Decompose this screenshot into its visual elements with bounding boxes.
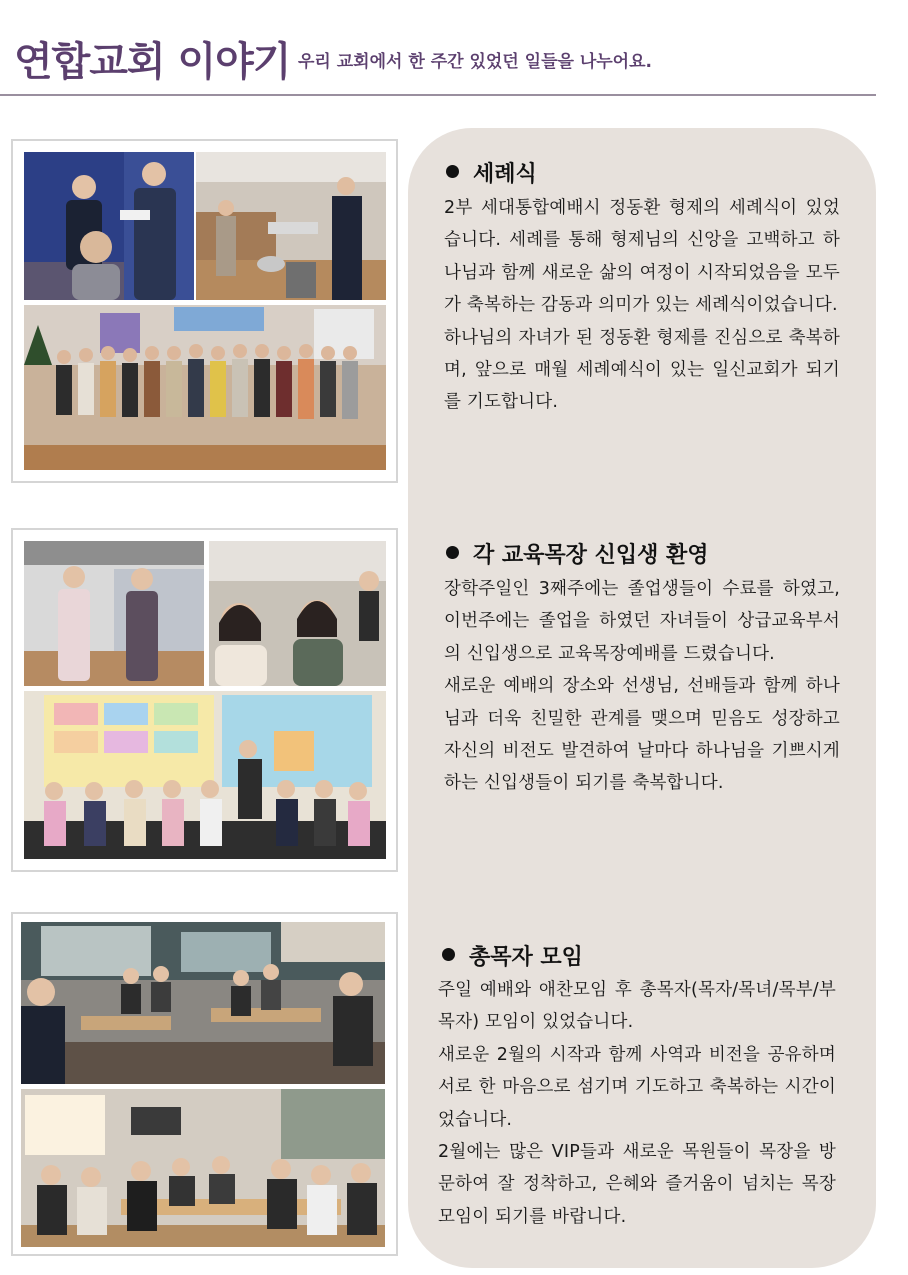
section-1-paragraph-2: 하나님의 자녀가 된 정동환 형제를 진심으로 축복하며, 앞으로 매월 세례예식이 있는 일신교회가 되기를 기도합니다.	[444, 327, 840, 413]
leaders-meeting-photo-1	[21, 922, 385, 1084]
baptism-photo-1	[24, 152, 194, 300]
header-divider	[0, 94, 876, 96]
baptism-photo-collage	[11, 139, 398, 483]
new-students-photo-3	[24, 691, 386, 859]
baptism-photo-2	[196, 152, 386, 300]
section-3-paragraph-1: 주일 예배와 애찬모임 후 총목자(목자/목녀/목부/부목자) 모임이 있었습니다.	[438, 980, 836, 1033]
section-3-title	[442, 940, 583, 971]
page-title: 연합교회 이야기	[14, 39, 291, 85]
bullet-dot-icon	[446, 546, 459, 559]
baptism-photo-3	[24, 305, 386, 470]
section-1-paragraph-1: 2부 세대통합예배시 정동환 형제의 세례식이 있었습니다. 세례를 통해 형제님의 신앙을 고백하고 하나님과 함께 새로운 삶의 여정이 시작되었음을 모두가 축복하는 감동과 의미가 있는 세례식이었습니다.	[444, 198, 840, 316]
section-2-title-text: 각 교육목장 신입생 환영	[473, 543, 709, 568]
section-2-paragraph-2: 새로운 예배의 장소와 선생님, 선배들과 함께 하나님과 더욱 친밀한 관계를 맺으며 믿음도 성장하고 자신의 비전도 발견하여 날마다 하나님을 기쁘시게 하는 신입생들이 되기를 축복합니다.	[444, 676, 840, 794]
new-students-photo-collage	[11, 528, 398, 872]
bullet-dot-icon	[446, 165, 459, 178]
section-2-title	[446, 538, 709, 569]
section-3-title-text: 총목자 모임	[469, 945, 583, 970]
section-3-paragraph-3: 2월에는 많은 VIP들과 새로운 목원들이 목장을 방문하여 잘 정착하고, 은혜와 즐거움이 넘치는 목장모임이 되기를 바랍니다.	[438, 1142, 836, 1227]
page-subtitle: 우리 교회에서 한 주간 있었던 일들을 나누어요.	[298, 52, 652, 72]
bullet-dot-icon	[442, 948, 455, 961]
section-1-body	[444, 192, 840, 419]
new-students-photo-1	[24, 541, 204, 686]
section-2-body	[444, 573, 840, 800]
section-3-body	[438, 974, 836, 1233]
new-students-photo-2	[209, 541, 386, 686]
section-1-title	[446, 157, 537, 188]
leaders-meeting-photo-2	[21, 1089, 385, 1247]
section-2-paragraph-1: 장학주일인 3째주에는 졸업생들이 수료를 하였고, 이번주에는 졸업을 하였던 자녀들이 상급교육부서의 신입생으로 교육목장예배를 드렸습니다.	[444, 579, 840, 664]
section-1-title-text: 세례식	[473, 162, 537, 187]
section-3-paragraph-2: 새로운 2월의 시작과 함께 사역과 비전을 공유하며 서로 한 마음으로 섬기며 기도하고 축복하는 시간이었습니다.	[438, 1044, 836, 1130]
leaders-meeting-photo-collage	[11, 912, 398, 1256]
